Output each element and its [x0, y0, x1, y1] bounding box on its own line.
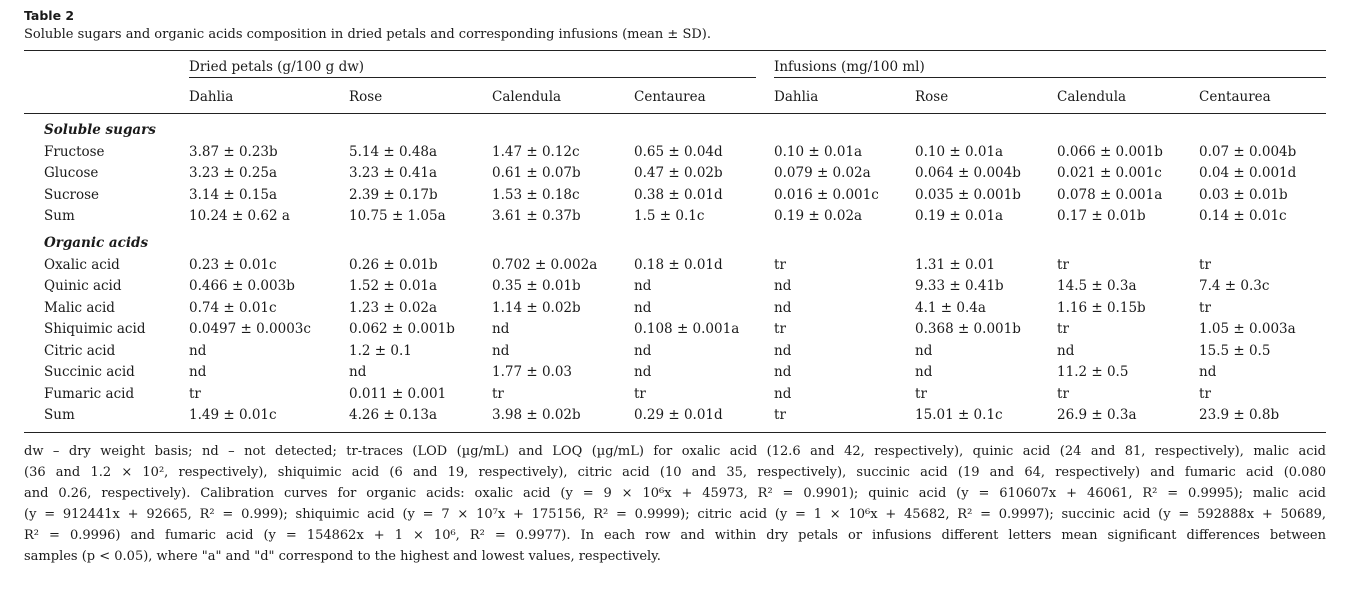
row-label: Sucrose	[44, 186, 100, 203]
column-header-infusion-centaurea: Centaurea	[1199, 81, 1326, 114]
table-cell: 0.61 ± 0.07b	[492, 165, 581, 182]
table-cell: tr	[492, 385, 504, 402]
table-cell: nd	[634, 299, 652, 316]
row-label: Fructose	[44, 143, 105, 160]
table-cell: 5.14 ± 0.48a	[349, 143, 438, 160]
table-cell: nd	[1057, 342, 1075, 359]
table-cell: 0.23 ± 0.01c	[189, 256, 277, 273]
table-cell: 1.2 ± 0.1	[349, 342, 412, 359]
column-header-dried-dahlia: Dahlia	[189, 81, 349, 114]
table-cell: nd	[774, 278, 792, 295]
table-row	[24, 254, 1326, 276]
footnote-line: (y = 912441x + 92665, R² = 0.999); shiquimic acid (y = 7 × 10⁷x + 175156, R² = 0.9999); citric acid (y = 1 × 10⁶x + 45682, R² = 0.9997); succinic acid (y = 592888x + 50689,	[24, 507, 1326, 522]
row-label: Citric acid	[44, 342, 116, 359]
table-cell: 1.05 ± 0.003a	[1199, 321, 1296, 338]
table-cell: nd	[774, 342, 792, 359]
table-row	[24, 163, 1326, 185]
table-row	[24, 206, 1326, 228]
table-cell: nd	[774, 364, 792, 381]
table-cell: tr	[634, 385, 646, 402]
table-cell: 0.35 ± 0.01b	[492, 278, 581, 295]
table-cell: 1.23 ± 0.02a	[349, 299, 438, 316]
table-cell: 0.26 ± 0.01b	[349, 256, 438, 273]
table-cell: tr	[189, 385, 201, 402]
table-cell: 1.31 ± 0.01	[915, 256, 996, 273]
table-cell: 0.65 ± 0.04d	[634, 143, 723, 160]
table-cell: tr	[1199, 385, 1211, 402]
table-cell: 3.14 ± 0.15a	[189, 186, 278, 203]
table-cell: nd	[1199, 364, 1217, 381]
section-header-row	[24, 114, 1326, 142]
footnote-line: dw – dry weight basis; nd – not detected; tr-traces (LOD (µg/mL) and LOQ (µg/mL) for oxalic acid (12.6 and 42, respectively), quinic acid (24 and 81, respectively), malic acid	[24, 444, 1326, 459]
table-row	[24, 276, 1326, 298]
table-row	[24, 184, 1326, 206]
table-cell: tr	[915, 385, 927, 402]
column-header-dried-rose: Rose	[349, 81, 492, 114]
table-cell: 0.29 ± 0.01d	[634, 405, 774, 433]
table-cell: 0.74 ± 0.01c	[189, 299, 277, 316]
table-label: Table 2	[24, 8, 75, 23]
table-cell: 1.77 ± 0.03	[492, 364, 573, 381]
table-cell: 1.52 ± 0.01a	[349, 278, 438, 295]
table-cell: tr	[1057, 385, 1069, 402]
table-cell: 0.016 ± 0.001c	[774, 186, 879, 203]
table-row	[24, 383, 1326, 405]
table-cell: 0.19 ± 0.02a	[774, 208, 863, 225]
table-cell: 1.16 ± 0.15b	[1057, 299, 1146, 316]
table-cell: nd	[774, 299, 792, 316]
row-label: Sum	[44, 208, 75, 225]
table-cell: 9.33 ± 0.41b	[915, 278, 1004, 295]
table-cell: 0.14 ± 0.01c	[1199, 208, 1287, 225]
table-cell: tr	[1057, 321, 1069, 338]
table-cell: 11.2 ± 0.5	[1057, 364, 1129, 381]
table-cell: 15.5 ± 0.5	[1199, 342, 1271, 359]
table-cell: 26.9 ± 0.3a	[1057, 405, 1199, 433]
column-header-row	[24, 81, 1326, 114]
footnote-line: (36 and 1.2 × 10², respectively), shiquimic acid (6 and 19, respectively), citric acid (10 and 35, respectively), succinic acid (19 and 64, respectively) and fumaric acid (0.080	[24, 465, 1326, 480]
table-cell: 14.5 ± 0.3a	[1057, 278, 1137, 295]
table-cell: 0.078 ± 0.001a	[1057, 186, 1163, 203]
table-cell: 3.61 ± 0.37b	[492, 208, 581, 225]
table-cell: 23.9 ± 0.8b	[1199, 405, 1326, 433]
table-cell: 0.062 ± 0.001b	[349, 321, 455, 338]
table-cell: 0.079 ± 0.02a	[774, 165, 871, 182]
table-cell: tr	[774, 321, 786, 338]
row-label: Oxalic acid	[44, 256, 120, 273]
table-cell: nd	[634, 364, 652, 381]
table-cell: 0.021 ± 0.001c	[1057, 165, 1162, 182]
table-cell: 4.1 ± 0.4a	[915, 299, 986, 316]
table-cell: 0.064 ± 0.004b	[915, 165, 1021, 182]
footnote-line: R² = 0.9996) and fumaric acid (y = 154862x + 1 × 10⁶, R² = 0.9977). In each row and within dry petals or infusions different letters mean significant differences between	[24, 528, 1326, 543]
table-cell: 0.0497 ± 0.0003c	[189, 321, 311, 338]
table-row	[24, 319, 1326, 341]
table-cell: 3.23 ± 0.25a	[189, 165, 278, 182]
table-figure	[24, 6, 1326, 567]
table-cell: 0.066 ± 0.001b	[1057, 143, 1163, 160]
table-cell: nd	[349, 364, 367, 381]
column-header-dried-calendula: Calendula	[492, 81, 634, 114]
group-dried-petals: Dried petals (g/100 g dw)	[189, 57, 756, 78]
row-label: Malic acid	[44, 299, 115, 316]
table-cell: tr	[774, 256, 786, 273]
table-cell: 1.49 ± 0.01c	[189, 405, 349, 433]
data-table	[24, 50, 1326, 433]
table-cell: 0.011 ± 0.001	[349, 385, 447, 402]
table-cell: nd	[189, 364, 207, 381]
column-header-dried-centaurea: Centaurea	[634, 81, 774, 114]
table-cell: tr	[1199, 256, 1211, 273]
table-cell: 3.87 ± 0.23b	[189, 143, 278, 160]
table-footnote	[24, 441, 1326, 567]
table-row	[24, 362, 1326, 384]
section-header-row	[24, 227, 1326, 254]
column-header-infusion-rose: Rose	[915, 81, 1057, 114]
column-header-infusion-calendula: Calendula	[1057, 81, 1199, 114]
table-cell: 0.19 ± 0.01a	[915, 208, 1004, 225]
table-cell: nd	[915, 342, 933, 359]
table-row	[24, 340, 1326, 362]
table-cell: nd	[634, 278, 652, 295]
table-cell: 0.10 ± 0.01a	[774, 143, 863, 160]
row-label: Succinic acid	[44, 364, 135, 381]
table-cell: 0.18 ± 0.01d	[634, 256, 723, 273]
row-label: Quinic acid	[44, 278, 122, 295]
table-cell: 1.47 ± 0.12c	[492, 143, 580, 160]
table-cell: 0.702 ± 0.002a	[492, 256, 598, 273]
table-cell: 10.75 ± 1.05a	[349, 208, 446, 225]
row-label: Sum	[24, 405, 189, 433]
table-row	[24, 141, 1326, 163]
row-label: Glucose	[44, 165, 99, 182]
table-cell: nd	[774, 385, 792, 402]
table-cell: 0.47 ± 0.02b	[634, 165, 723, 182]
footnote-line: and 0.26, respectively). Calibration curves for organic acids: oxalic acid (y = 9 × 10⁶x + 45973, R² = 0.9901); quinic acid (y = 610607x + 46061, R² = 0.9995); malic acid	[24, 486, 1326, 501]
table-cell: 4.26 ± 0.13a	[349, 405, 492, 433]
section-title: Soluble sugars	[44, 122, 156, 138]
table-caption: Soluble sugars and organic acids composition in dried petals and corresponding infusions (mean ± SD).	[24, 27, 711, 42]
table-cell: nd	[492, 321, 510, 338]
table-cell: 0.10 ± 0.01a	[915, 143, 1004, 160]
table-cell: nd	[634, 342, 652, 359]
table-cell: 0.368 ± 0.001b	[915, 321, 1021, 338]
table-cell: 10.24 ± 0.62 a	[189, 208, 290, 225]
table-cell: 1.5 ± 0.1c	[634, 208, 705, 225]
group-infusions: Infusions (mg/100 ml)	[774, 57, 1326, 78]
table-cell: 1.53 ± 0.18c	[492, 186, 580, 203]
table-row	[24, 405, 1326, 433]
table-cell: 0.035 ± 0.001b	[915, 186, 1021, 203]
table-cell: 7.4 ± 0.3c	[1199, 278, 1270, 295]
table-cell: 3.23 ± 0.41a	[349, 165, 438, 182]
table-cell: nd	[915, 364, 933, 381]
table-cell: 0.17 ± 0.01b	[1057, 208, 1146, 225]
column-header-infusion-dahlia: Dahlia	[774, 81, 915, 114]
table-cell: 0.04 ± 0.001d	[1199, 165, 1297, 182]
table-cell: tr	[1199, 299, 1211, 316]
table-cell: tr	[1057, 256, 1069, 273]
row-label: Shiquimic acid	[44, 321, 146, 338]
table-cell: 1.14 ± 0.02b	[492, 299, 581, 316]
section-title: Organic acids	[44, 235, 149, 251]
table-cell: tr	[774, 405, 915, 433]
group-header-row	[24, 51, 1326, 82]
table-cell: 0.466 ± 0.003b	[189, 278, 295, 295]
table-cell: 0.38 ± 0.01d	[634, 186, 723, 203]
table-cell: 0.07 ± 0.004b	[1199, 143, 1297, 160]
table-cell: 3.98 ± 0.02b	[492, 405, 634, 433]
table-row	[24, 297, 1326, 319]
table-cell: 15.01 ± 0.1c	[915, 405, 1057, 433]
table-cell: nd	[189, 342, 207, 359]
table-cell: nd	[492, 342, 510, 359]
footnote-line: samples (p < 0.05), where "a" and "d" correspond to the highest and lowest values, respectively.	[24, 549, 661, 564]
table-cell: 0.108 ± 0.001a	[634, 321, 740, 338]
table-cell: 2.39 ± 0.17b	[349, 186, 438, 203]
table-cell: 0.03 ± 0.01b	[1199, 186, 1288, 203]
row-label: Fumaric acid	[44, 385, 135, 402]
